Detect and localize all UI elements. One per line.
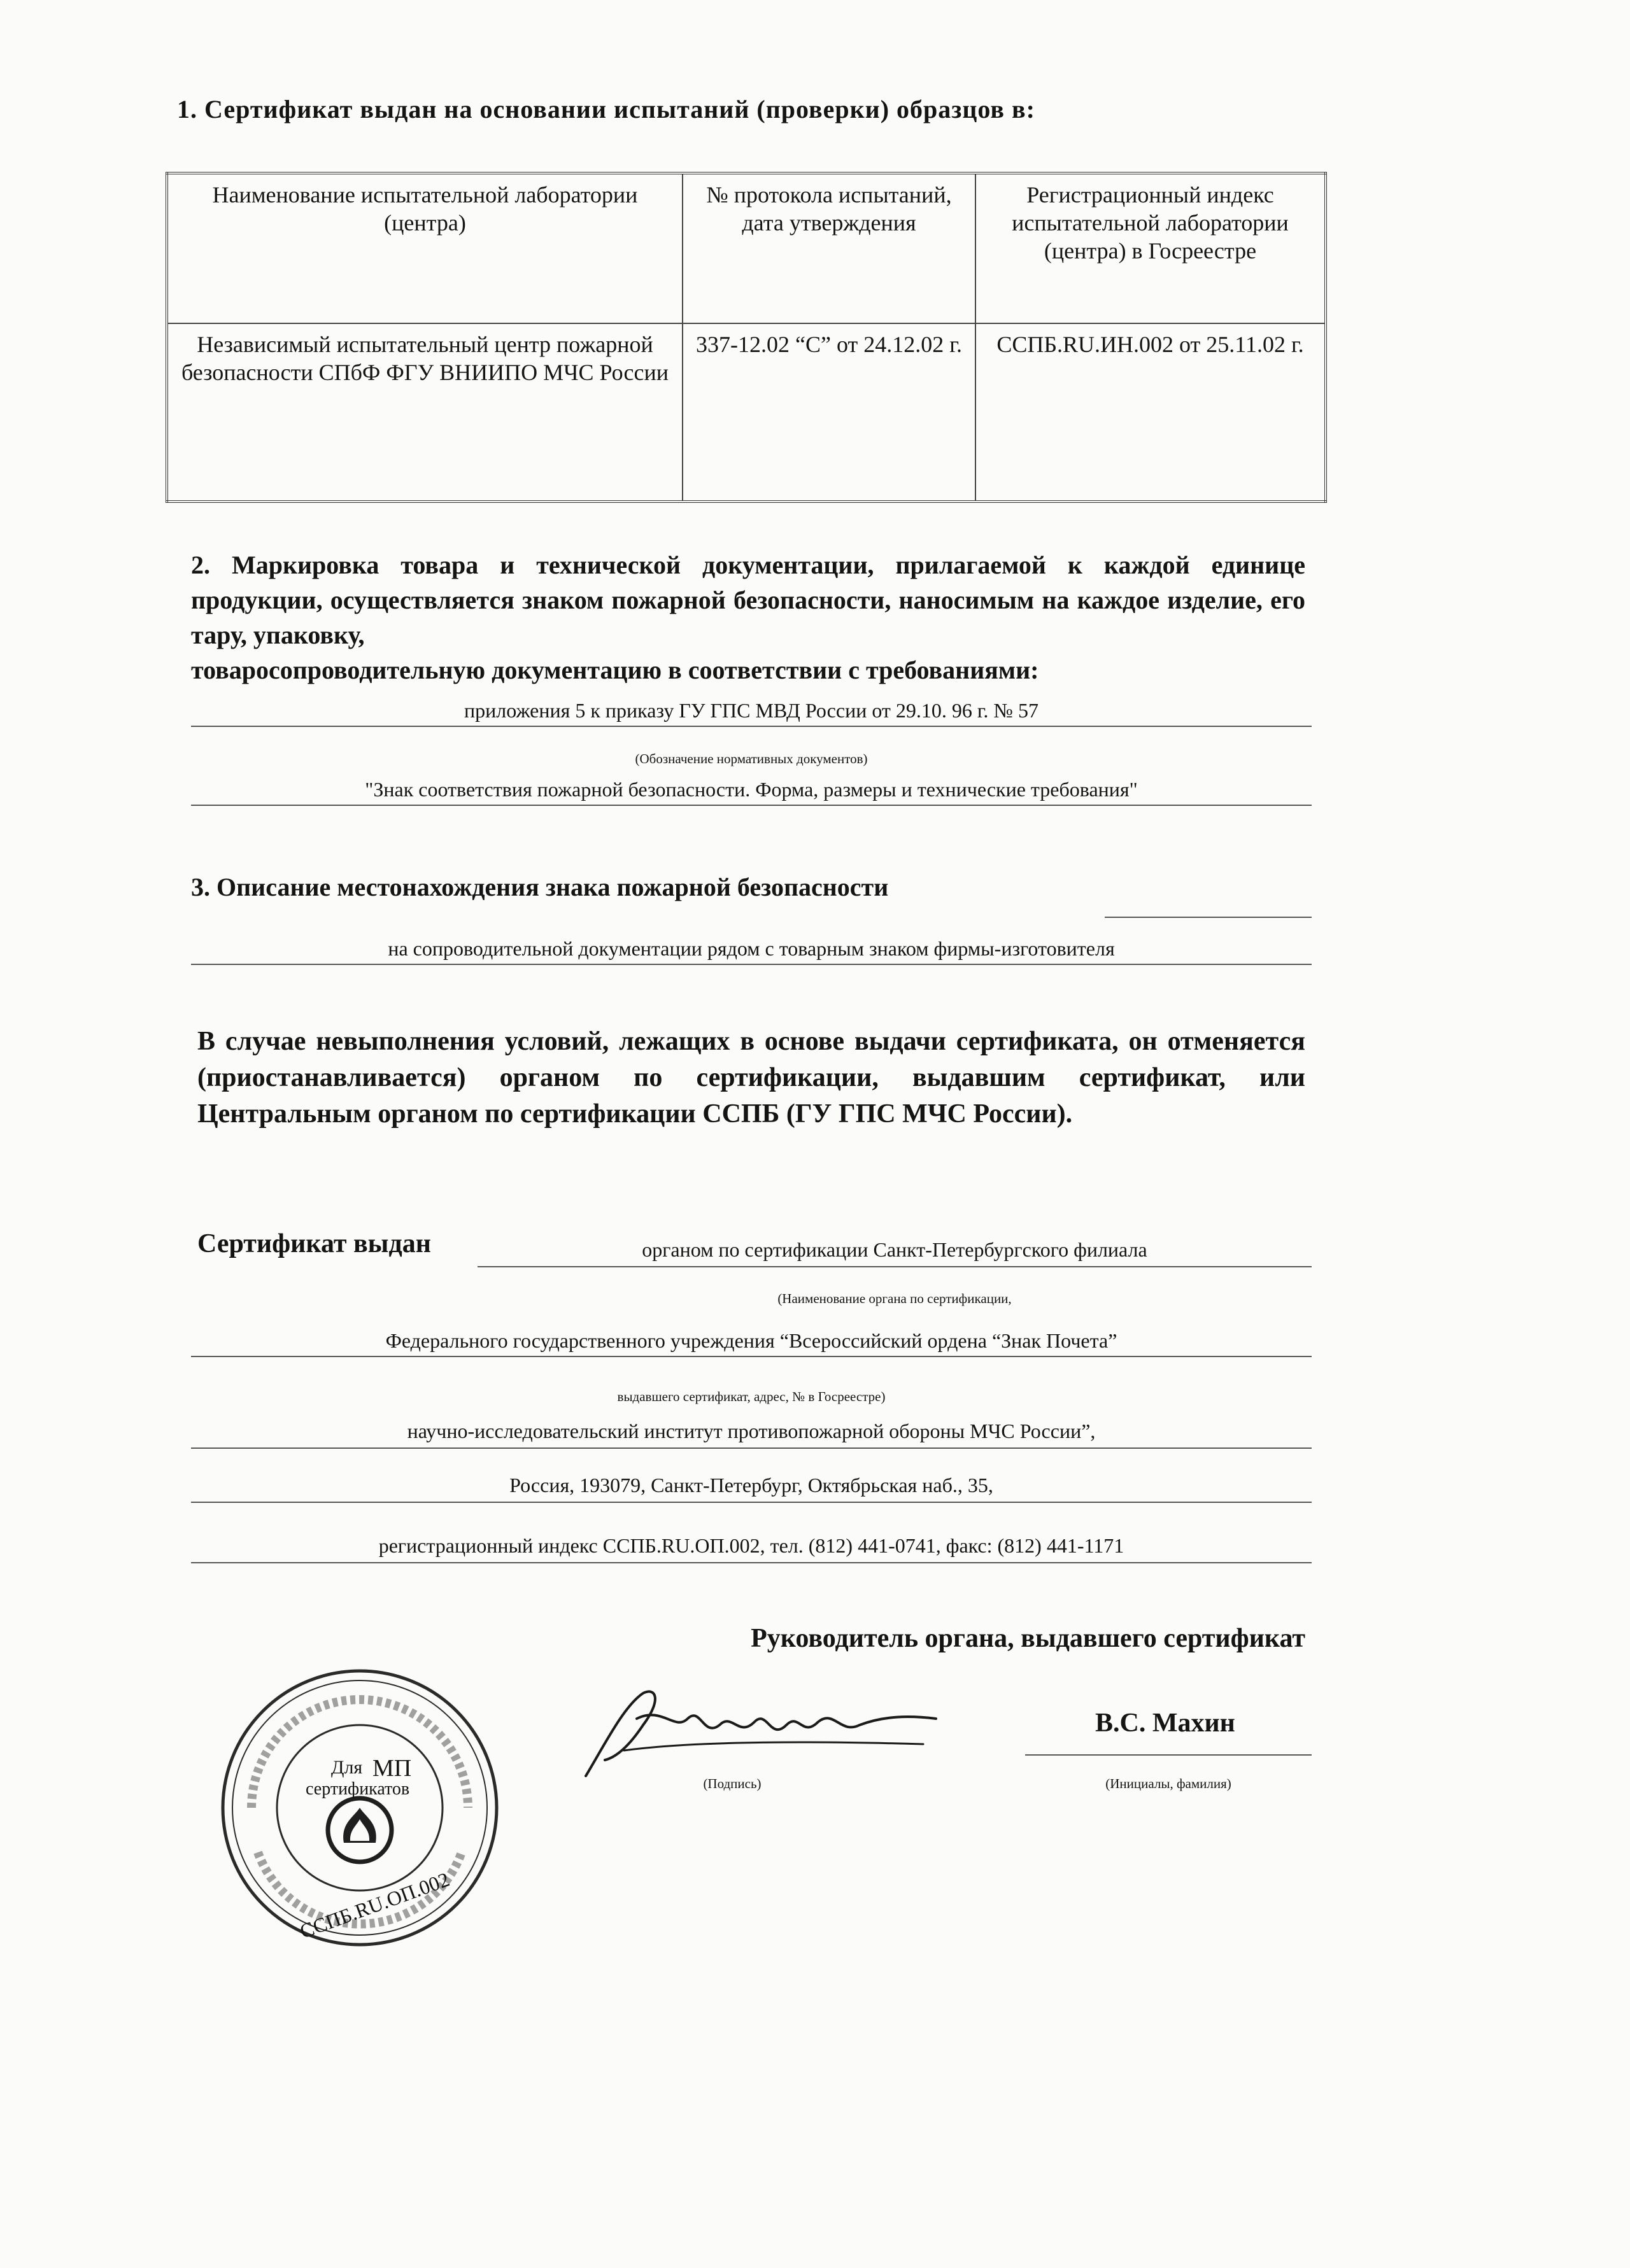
head-of-body-title: Руководитель органа, выдавшего сертификат bbox=[751, 1624, 1305, 1653]
lab-table bbox=[166, 172, 1327, 503]
section2-paragraph bbox=[191, 547, 1305, 687]
signer-name-underline bbox=[1025, 1719, 1312, 1756]
lab-table-header-cell: Регистрационный индекс испытательной лаборатории (центра) в Госреестре bbox=[975, 173, 1326, 323]
seal-text-certificates: сертификатов bbox=[306, 1779, 410, 1799]
lab-table-header-row bbox=[167, 173, 1326, 323]
issued-line-2: Федерального государственного учреждения “Всероссийский ордена “Знак Почета” bbox=[191, 1329, 1312, 1357]
section2-normative-line: приложения 5 к приказу ГУ ГПС МВД России от 29.10. 96 г. № 57 bbox=[191, 699, 1312, 727]
lab-table-header-cell: № протокола испытаний, дата утверждения bbox=[683, 173, 975, 323]
issued-line-4: Россия, 193079, Санкт-Петербург, Октябрьская наб., 35, bbox=[191, 1474, 1312, 1503]
cancel-clause: В случае невыполнения условий, лежащих в основе выдачи сертификата, он отменяется (приостанавливается) органом по сертификации, выдавшим сертификат, или Центральным органом по сертификации ССПБ (ГУ ГПС МЧС России). bbox=[197, 1027, 1305, 1129]
name-caption: (Инициалы, фамилия) bbox=[1105, 1776, 1231, 1791]
lab-table-cell: Независимый испытательный центр пожарной безопасности СПбФ ФГУ ВНИИПО МЧС России bbox=[167, 323, 683, 502]
issued-line-1: органом по сертификации Санкт-Петербургского филиала bbox=[478, 1238, 1312, 1267]
lab-table-cell: 337-12.02 “С” от 24.12.02 г. bbox=[683, 323, 975, 502]
lab-table-cell: ССПБ.RU.ИН.002 от 25.11.02 г. bbox=[975, 323, 1326, 502]
round-seal bbox=[213, 1661, 506, 1954]
table-row bbox=[167, 323, 1326, 502]
lab-table-header-cell: Наименование испытательной лаборатории (центра) bbox=[167, 173, 683, 323]
section2-standard-line: "Знак соответствия пожарной безопасности. Форма, размеры и технические требования" bbox=[191, 778, 1312, 806]
section2-text: 2. Маркировка товара и технической документации, прилагаемой к каждой единице продукции, осуществляется знаком пожарной безопасности, наносимым на каждое изделие, его тару, упаковку, bbox=[191, 551, 1305, 649]
issued-caption-1: (Наименование органа по сертификации, bbox=[777, 1291, 1012, 1306]
signer-name: В.С. Махин bbox=[1095, 1708, 1235, 1738]
handwritten-signature bbox=[567, 1680, 949, 1789]
issued-caption-2: выдавшего сертификат, адрес, № в Госреестре) bbox=[617, 1389, 886, 1404]
issued-line-3: научно-исследовательский институт противопожарной обороны МЧС России”, bbox=[191, 1419, 1312, 1449]
signature-caption: (Подпись) bbox=[703, 1776, 762, 1791]
section3-underline bbox=[1105, 891, 1312, 918]
section1-heading: 1. Сертификат выдан на основании испытаний (проверки) образцов в: bbox=[177, 95, 1035, 123]
section2-text-last: товаросопроводительную документацию в соответствии с требованиями: bbox=[191, 656, 1039, 684]
issued-label: Сертификат выдан bbox=[197, 1229, 431, 1258]
section3-heading: 3. Описание местонахождения знака пожарной безопасности bbox=[191, 873, 889, 901]
section2-caption: (Обозначение нормативных документов) bbox=[635, 751, 868, 766]
seal-text-for: Для bbox=[331, 1757, 363, 1778]
seal-code: ССПБ.RU.ОП.002 bbox=[297, 1867, 453, 1943]
seal-text-mp: МП bbox=[372, 1755, 412, 1782]
issued-line-5: регистрационный индекс ССПБ.RU.ОП.002, тел. (812) 441-0741, факс: (812) 441-1171 bbox=[191, 1534, 1312, 1563]
section3-location-line: на сопроводительной документации рядом с товарным знаком фирмы-изготовителя bbox=[191, 937, 1312, 965]
